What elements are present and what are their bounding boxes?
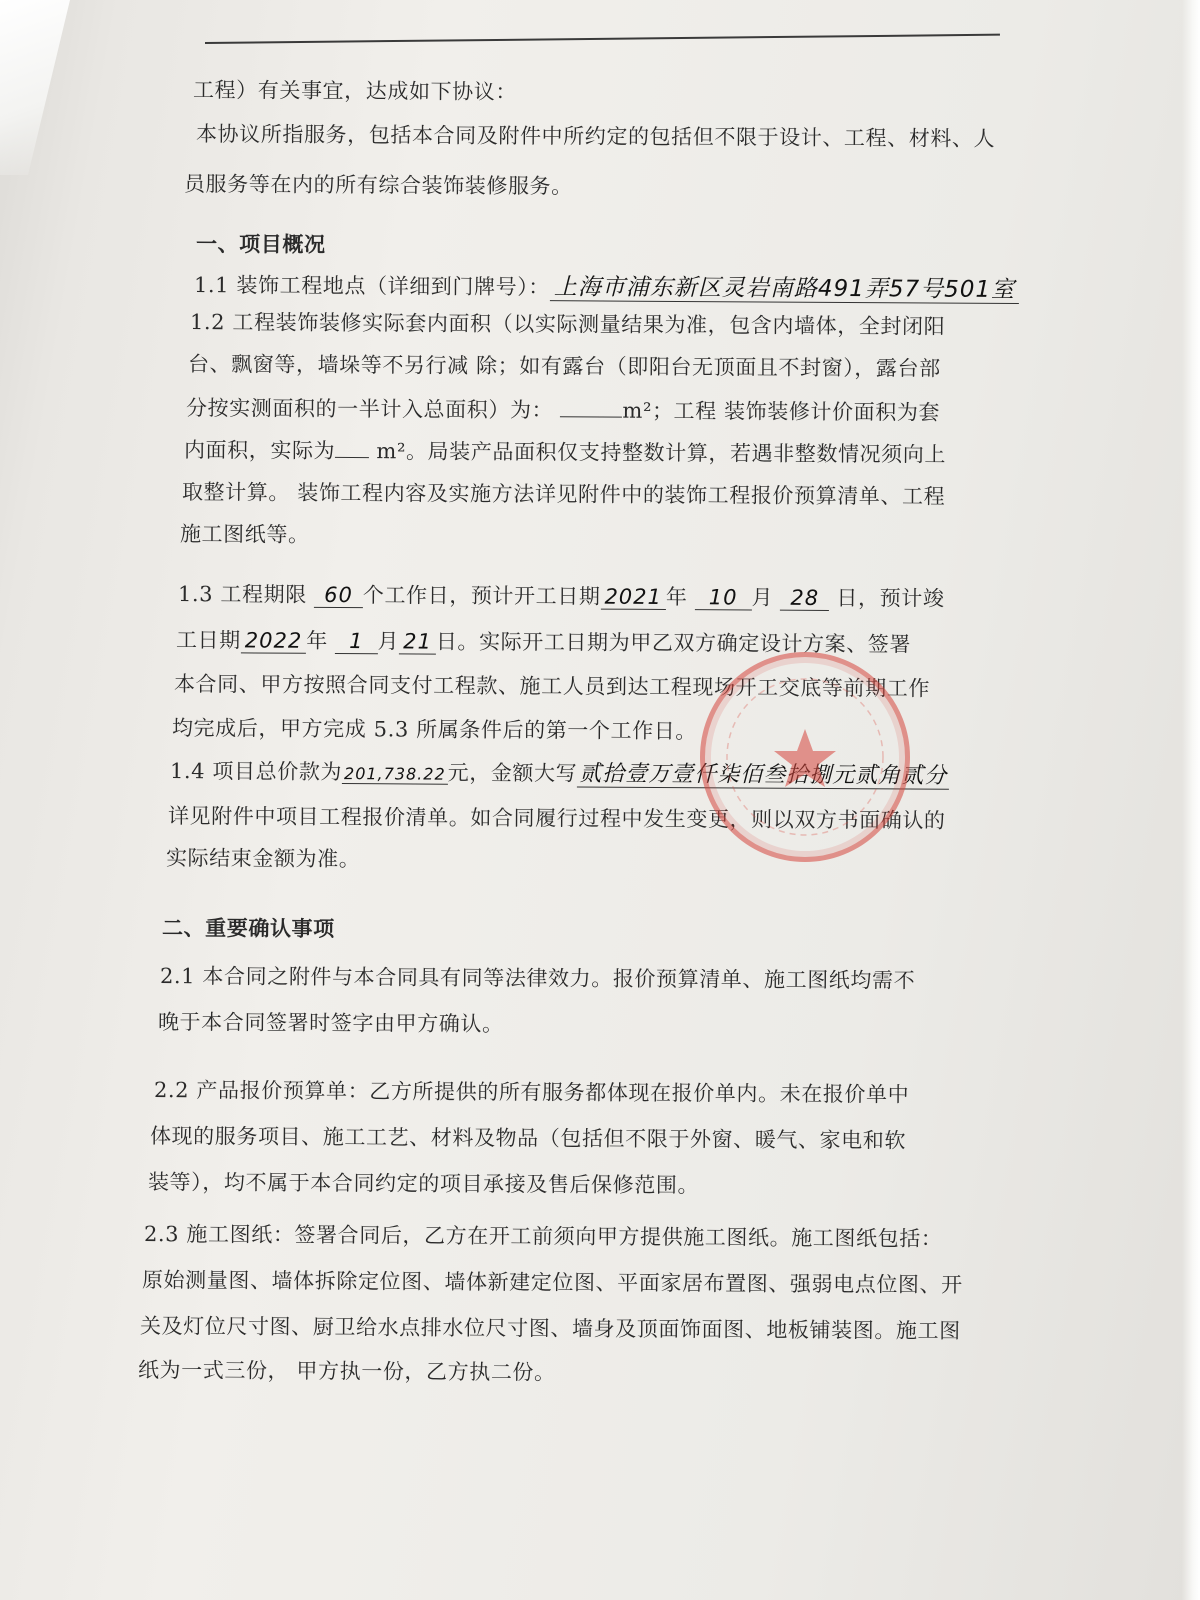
handwritten-start-year: 2021	[600, 585, 666, 610]
item-1-4-line-2: 详见附件中项目工程报价清单。如合同履行过程中发生变更，则以双方书面确认的	[167, 804, 946, 833]
company-seal	[700, 652, 910, 862]
item-1-2-line-4b: m²。局装产品面积仅支持整数计算，若遇非整数情况须向上	[376, 439, 947, 467]
handwritten-amount: 201,738.22	[342, 764, 448, 785]
item-1-3-a: 1.3 工程期限	[177, 582, 307, 607]
page-edge	[1182, 0, 1200, 1600]
item-2-3-line-2: 原始测量图、墙体拆除定位图、墙体新建定位图、平面家居布置图、强弱电点位图、开	[141, 1268, 963, 1298]
item-1-2-line-5: 取整计算。 装饰工程内容及实施方法详见附件中的装饰工程报价预算清单、工程	[181, 480, 946, 509]
item-1-3-b: 个工作日，预计开工日期	[362, 583, 601, 609]
item-1-1-label: 1.1 装饰工程地点（详细到门牌号）：	[193, 273, 551, 300]
item-1-2-line-3b: m²；工程 装饰装修计价面积为套	[622, 398, 941, 425]
handwritten-start-day: 28	[780, 586, 829, 611]
item-1-2-line-2: 台、飘窗等，墙垛等不另行减 除；如有露台（即阳台无顶面且不封窗），露台部	[187, 352, 941, 381]
intro-line-2: 本协议所指服务，包括本合同及附件中所约定的包括但不限于设计、工程、材料、人	[195, 122, 996, 151]
handwritten-end-day: 21	[399, 629, 436, 654]
item-1-2-line-6: 施工图纸等。	[179, 522, 310, 547]
item-2-2-line-2: 体现的服务项目、施工工艺、材料及物品（包括但不限于外窗、暖气、家电和软	[149, 1124, 907, 1153]
item-2-2-line-1: 2.2 产品报价预算单：乙方所提供的所有服务都体现在报价单内。未在报价单中	[153, 1078, 910, 1107]
item-1-3-line-3: 本合同、甲方按照合同支付工程款、施工人员到达工程现场开工交底等前期工作	[173, 672, 931, 701]
handwritten-address: 上海市浦东新区灵岩南路491弄57号501室	[550, 274, 1019, 304]
item-2-1-line-2: 晚于本合同签署时签字由甲方确认。	[157, 1010, 504, 1037]
item-1-2-line-3a: 分按实测面积的一半计入总面积）为：	[185, 396, 554, 423]
item-1-3-line-4: 均完成后，甲方完成 5.3 所属条件后的第一个工作日。	[171, 716, 698, 744]
intro-line-1: 工程）有关事宜，达成如下协议：	[192, 78, 518, 104]
item-1-3-i: 日。实际开工日期为甲乙双方确定设计方案、签署	[435, 629, 912, 657]
folded-corner	[0, 0, 70, 175]
item-1-3-e: 日，预计竣	[836, 586, 945, 611]
item-1-3-g: 年	[306, 628, 328, 653]
item-1-3-h: 月	[377, 629, 400, 654]
seal-star-icon	[705, 657, 905, 857]
item-2-3-line-1: 2.3 施工图纸：签署合同后，乙方在开工前须向甲方提供施工图纸。施工图纸包括：	[143, 1222, 943, 1251]
handwritten-end-year: 2022	[241, 628, 307, 653]
section-1-heading: 一、项目概况	[195, 232, 326, 257]
item-1-4-a: 1.4 项目总价款为	[169, 759, 343, 785]
item-1-4-b: 元，金额大写	[447, 760, 578, 786]
section-2-heading: 二、重要确认事项	[161, 916, 335, 942]
item-2-3-line-4: 纸为一式三份， 甲方执一份，乙方执二份。	[137, 1358, 556, 1385]
handwritten-start-month: 10	[695, 585, 752, 610]
item-1-3-f: 工日期	[175, 628, 241, 653]
item-2-1-line-1: 2.1 本合同之附件与本合同具有同等法律效力。报价预算清单、施工图纸均需不	[159, 964, 916, 993]
handwritten-amount-words: 贰拾壹万壹仟柒佰叁拾捌元贰角贰分	[577, 761, 949, 789]
item-2-2-line-3: 装等），均不属于本合同约定的项目承接及售后保修范围。	[147, 1170, 700, 1198]
item-1-3-d: 月	[751, 585, 774, 610]
area-blank	[560, 416, 622, 417]
item-1-2-line-3	[186, 392, 940, 427]
item-1-3-c: 年	[665, 584, 688, 610]
header-rule	[205, 34, 1000, 44]
item-1-3-line-1	[178, 578, 945, 613]
priced-area-blank	[335, 457, 369, 458]
intro-line-3: 员服务等在内的所有综合装饰装修服务。	[183, 172, 573, 199]
item-1-2-line-1: 1.2 工程装饰装修实际套内面积（以实际测量结果为准，包含内墙体，全封闭阳	[189, 310, 946, 339]
item-1-2-line-4	[184, 434, 946, 469]
handwritten-days: 60	[314, 583, 363, 608]
item-2-3-line-3: 关及灯位尺寸图、厨卫给水点排水位尺寸图、墙身及顶面饰面图、地板铺装图。施工图	[139, 1314, 961, 1344]
item-1-2-line-4a: 内面积，实际为	[183, 438, 336, 463]
item-1-1	[194, 266, 1019, 304]
item-1-4-line-3: 实际结束金额为准。	[165, 846, 361, 872]
handwritten-end-month: 1	[335, 629, 378, 654]
